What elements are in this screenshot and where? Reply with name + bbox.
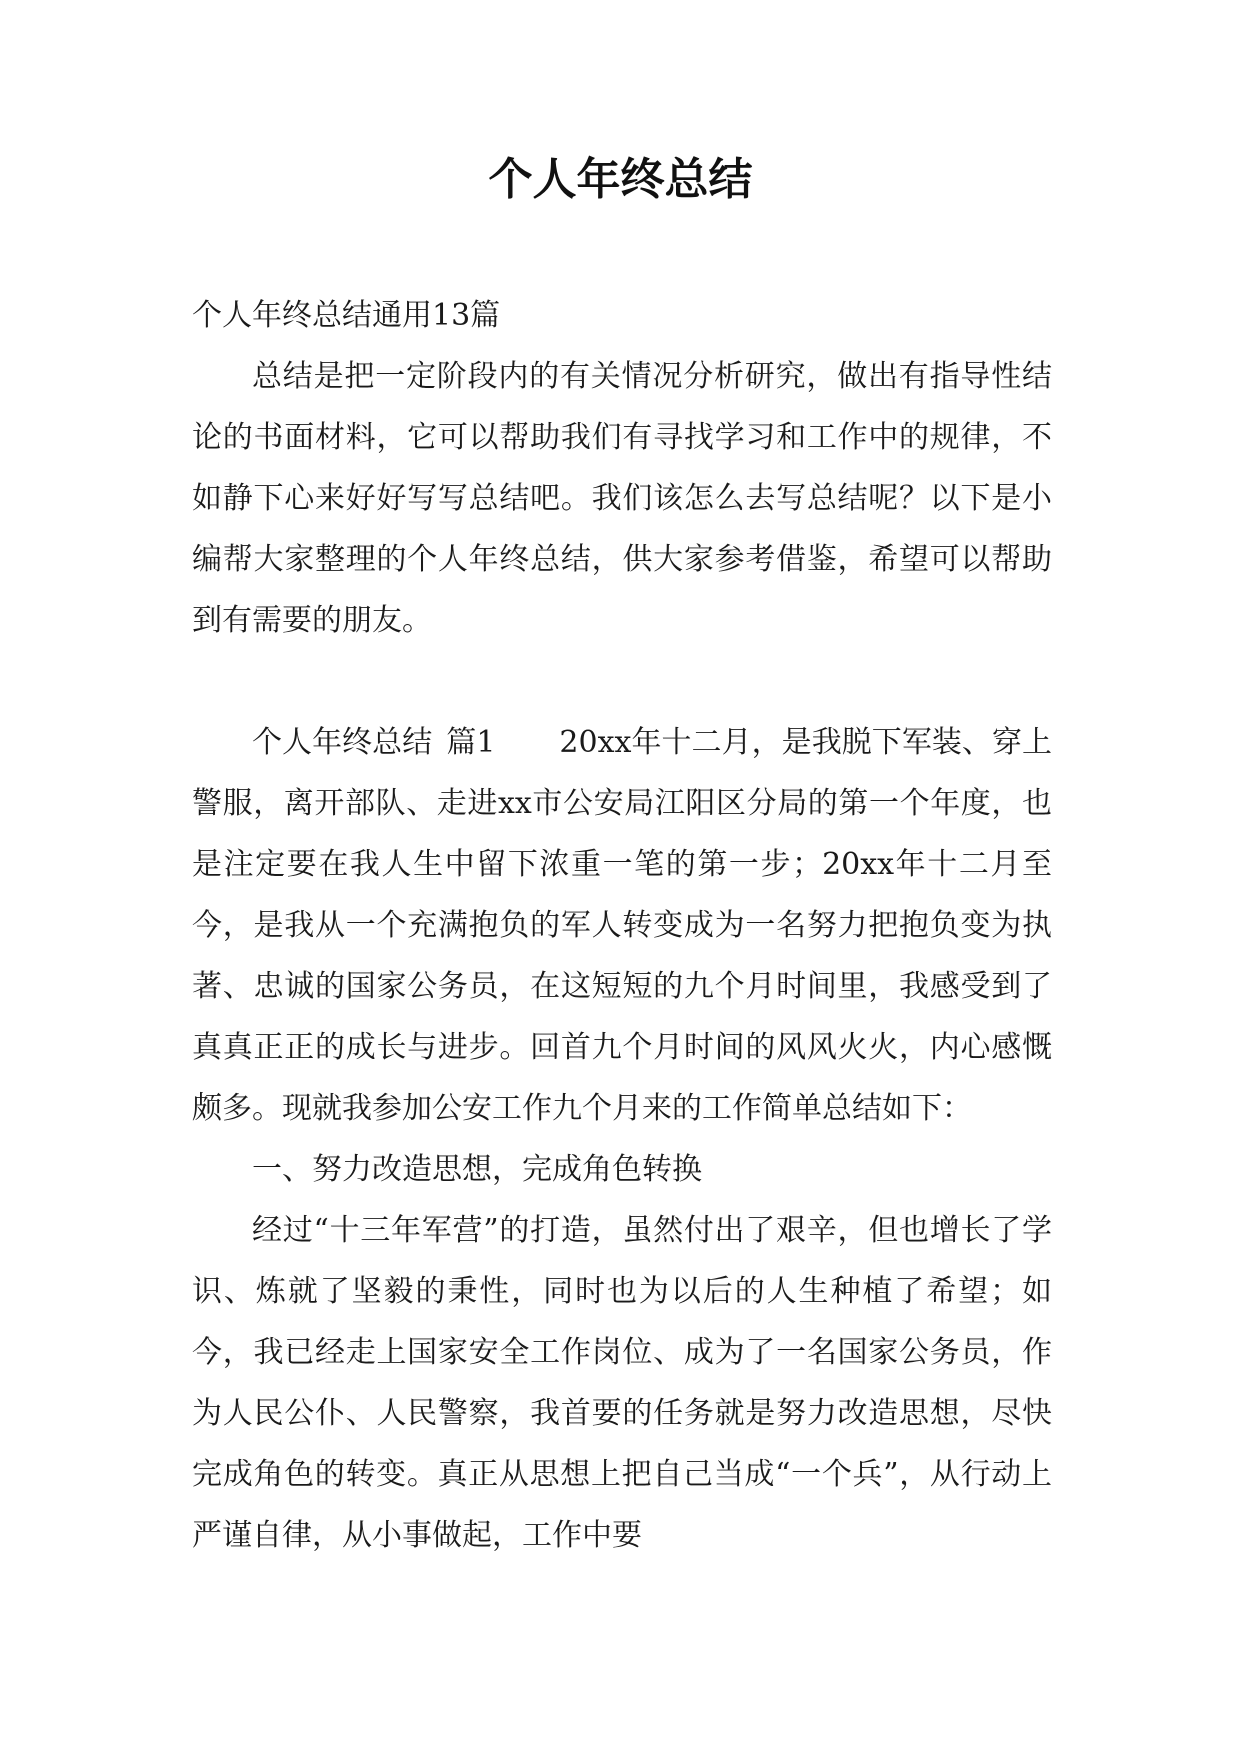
- intro-paragraph: 总结是把一定阶段内的有关情况分析研究，做出有指导性结论的书面材料，它可以帮助我们有寻找学习和工作中的规律，不如静下心来好好写写总结吧。我们该怎么去写总结呢？以下是小编帮大家整理的个人年终总结，供大家参考借鉴，希望可以帮助到有需要的朋友。: [192, 359, 1052, 638]
- document-body: [192, 285, 1052, 1566]
- page-title: 个人年终总结: [488, 154, 753, 205]
- section-1-paragraph: 经过“十三年军营”的打造，虽然付出了艰辛，但也增长了学识、炼就了坚毅的秉性，同时也为以后的人生种植了希望；如今，我已经走上国家安全工作岗位、成为了一名国家公务员，作为人民公仆、人民警察，我首要的任务就是努力改造思想，尽快完成角色的转变。真正从思想上把自己当成“一个兵”，从行动上严谨自律，从小事做起，工作中要: [192, 1213, 1052, 1553]
- paragraph-gap: [192, 651, 1052, 712]
- article-1-paragraph: [192, 712, 1052, 1139]
- article-1-part: 篇1: [446, 725, 496, 760]
- article-1-heading: 个人年终总结: [252, 725, 433, 760]
- subtitle: 个人年终总结通用13篇: [192, 298, 501, 333]
- article-1-text: 20xx年十二月，是我脱下军装、穿上警服，离开部队、走进xx市公安局江阳区分局的第一个年度，也是注定要在我人生中留下浓重一笔的第一步；20xx年十二月至今，是我从一个充满抱负的军人转变成为一名努力把抱负变为执著、忠诚的国家公务员，在这短短的九个月时间里，我感受到了真真正正的成长与进步。回首九个月时间的风风火火，内心感慨颇多。现就我参加公安工作九个月来的工作简单总结如下：: [192, 725, 1052, 1126]
- section-1-heading: 一、努力改造思想，完成角色转换: [252, 1152, 702, 1187]
